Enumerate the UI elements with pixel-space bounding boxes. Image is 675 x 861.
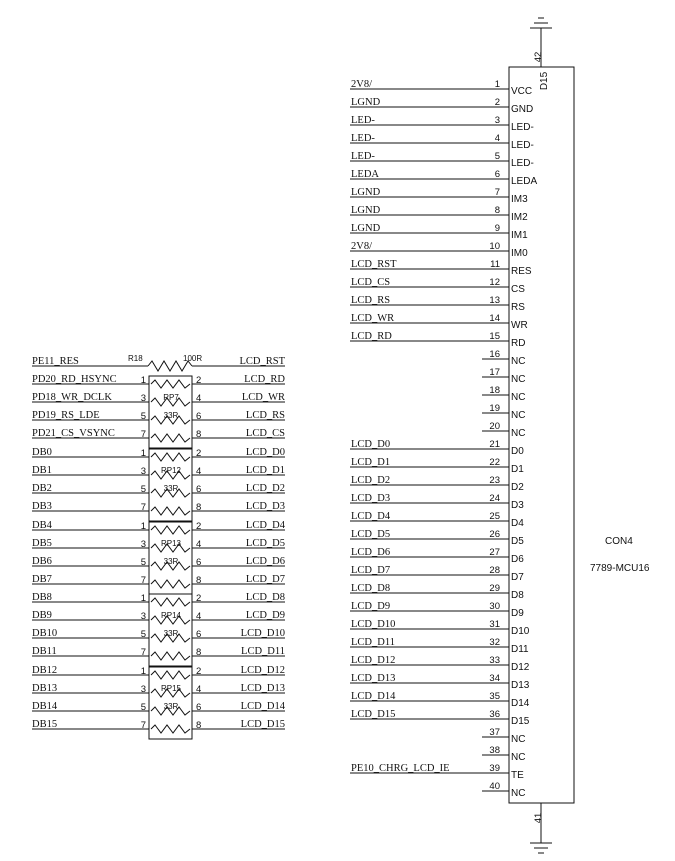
pin-number: 17 — [489, 367, 500, 378]
pin-number: 6 — [494, 169, 500, 180]
left-net: DB9 — [32, 610, 52, 621]
right-pin-number: 4 — [196, 684, 202, 695]
net-label: LCD_D6 — [351, 547, 391, 558]
connector-pin — [350, 547, 524, 565]
pin-name: LEDA — [511, 176, 538, 187]
pack-ref: RP12 — [160, 466, 182, 475]
pin-name: D8 — [511, 590, 524, 601]
left-net: DB12 — [32, 665, 58, 676]
left-pin-number: 1 — [140, 375, 146, 386]
left-pin-number: 7 — [140, 575, 146, 586]
right-pin-number: 6 — [196, 484, 202, 495]
right-pin-number: 8 — [196, 720, 202, 731]
net-label: LCD_D12 — [351, 655, 396, 666]
right-pin-number: 2 — [196, 375, 202, 386]
net-label: LCD_D14 — [351, 691, 396, 702]
pack-resistor — [151, 598, 190, 606]
net-label: 2V8/ — [351, 241, 372, 252]
net-label: LCD_D11 — [351, 637, 395, 648]
connector-pin — [350, 457, 524, 475]
pack-row — [32, 701, 286, 715]
pack-row — [32, 646, 285, 660]
pin-name: NC — [511, 752, 526, 763]
pin-name: D10 — [511, 626, 530, 637]
pin-name: D5 — [511, 536, 524, 547]
pin-number: 2 — [494, 97, 500, 108]
pin-number: 22 — [489, 457, 500, 468]
left-pin-number: 5 — [140, 484, 146, 495]
connector-pin — [350, 529, 524, 547]
pack-resistor — [151, 671, 190, 679]
right-pin-number: 8 — [196, 575, 202, 586]
pin-number: 38 — [489, 745, 500, 756]
connector-pin — [482, 367, 525, 385]
connector-part: 7789-MCU16 — [590, 563, 650, 574]
net-label: LGND — [351, 205, 381, 216]
resistor-pack — [32, 592, 285, 666]
left-net: PD21_CS_VSYNC — [32, 428, 115, 439]
pack-row — [32, 683, 285, 697]
pin-name: D11 — [511, 644, 529, 655]
pin-name: D15 — [511, 716, 530, 727]
pin-name: CS — [511, 284, 525, 295]
right-pin-number: 2 — [196, 666, 202, 677]
connector-pin — [350, 763, 524, 781]
net-label: LGND — [351, 223, 381, 234]
resistor-r18 — [32, 354, 286, 371]
connector-pin — [482, 745, 525, 763]
left-pin-number: 3 — [140, 684, 146, 695]
left-net: DB7 — [32, 574, 52, 585]
right-net: LCD_RS — [245, 410, 285, 421]
pin-number: 27 — [489, 547, 500, 558]
connector-pin — [350, 475, 524, 493]
right-net: LCD_D2 — [245, 483, 285, 494]
left-pin-number: 7 — [140, 502, 146, 513]
pack-value: 33R — [163, 557, 179, 566]
net-label: LCD_D1 — [351, 457, 391, 468]
pin-name: IM0 — [511, 248, 528, 259]
right-pin-number: 4 — [196, 539, 202, 550]
net-label: LCD_RS — [351, 295, 391, 306]
left-net: DB1 — [32, 465, 52, 476]
right-net: LCD_D9 — [245, 610, 285, 621]
pin-number: 7 — [494, 187, 500, 198]
right-net: LCD_CS — [245, 428, 285, 439]
resistor-pack — [32, 374, 285, 448]
pin-number: 3 — [494, 115, 500, 126]
right-pin-number: 6 — [196, 629, 202, 640]
left-net: DB6 — [32, 556, 52, 567]
pack-ref: RP15 — [160, 684, 182, 693]
left-net: DB11 — [32, 646, 57, 657]
pin-number: 32 — [489, 637, 500, 648]
pin-name: D4 — [511, 518, 524, 529]
right-pin-number: 6 — [196, 557, 202, 568]
left-net: DB5 — [32, 538, 52, 549]
pack-resistor — [151, 580, 190, 588]
pin-number: 15 — [489, 331, 500, 342]
pack-resistor — [151, 434, 190, 442]
left-pin-number: 1 — [140, 448, 146, 459]
net-label: LCD_WR — [351, 313, 395, 324]
net-label: LCD_CS — [351, 277, 391, 288]
left-net: DB2 — [32, 483, 52, 494]
left-pin-number: 7 — [140, 720, 146, 731]
pack-value: 33R — [163, 702, 179, 711]
right-net: LCD_RD — [244, 374, 285, 385]
net-label: LCD_D8 — [351, 583, 391, 594]
right-net: LCD_WR — [241, 392, 285, 403]
pin-name: NC — [511, 392, 526, 403]
left-net: DB10 — [32, 628, 58, 639]
net-label: LED- — [351, 115, 375, 126]
right-pin-number: 8 — [196, 502, 202, 513]
pack-resistor — [151, 725, 190, 733]
connector-pin — [350, 187, 528, 205]
pin-name: GND — [511, 104, 534, 115]
pack-row — [32, 483, 285, 497]
connector-pin — [350, 133, 534, 151]
connector-pin — [350, 97, 533, 115]
left-net: DB3 — [32, 501, 52, 512]
pack-row — [32, 392, 285, 406]
net-label: LGND — [351, 187, 381, 198]
left-net: DB14 — [32, 701, 58, 712]
pin-name: D9 — [511, 608, 524, 619]
connector-pin — [482, 385, 525, 403]
connector-pin — [350, 313, 528, 331]
pack-row — [32, 628, 285, 642]
connector-pin — [350, 637, 529, 655]
right-net: LCD_D13 — [240, 683, 285, 694]
pin-name: VCC — [511, 86, 533, 97]
left-net: DB13 — [32, 683, 58, 694]
net-label: LCD_D0 — [351, 439, 391, 450]
connector-pin — [350, 295, 525, 313]
left-pin-number: 5 — [140, 702, 146, 713]
connector-pin — [482, 781, 525, 799]
pin-name: LED- — [511, 158, 534, 169]
net-label: LCD_D15 — [351, 709, 396, 720]
left-pin-number: 7 — [140, 429, 146, 440]
pin-number: 1 — [494, 79, 500, 90]
pin-name: D6 — [511, 554, 524, 565]
connector-ref: CON4 — [605, 536, 633, 547]
right-pin-number: 2 — [196, 521, 202, 532]
pin-name: IM2 — [511, 212, 528, 223]
left-pin-number: 5 — [140, 411, 146, 422]
connector-pin — [350, 619, 530, 637]
right-pin-number: 6 — [196, 411, 202, 422]
left-net: PD18_WR_DCLK — [32, 392, 112, 403]
connector-pin — [350, 259, 532, 277]
net-label: PE10_CHRG_LCD_IE — [351, 763, 450, 774]
pin-number: 20 — [489, 421, 500, 432]
pack-row — [32, 465, 285, 479]
left-pin-number: 3 — [140, 466, 146, 477]
left-pin-number: 3 — [140, 393, 146, 404]
pin-number: 4 — [494, 133, 500, 144]
left-pin-number: 1 — [140, 521, 146, 532]
net-label: LED- — [351, 151, 375, 162]
pin-number: 23 — [489, 475, 500, 486]
pin-name: D12 — [511, 662, 530, 673]
left-net: DB4 — [32, 520, 52, 531]
pack-resistor — [151, 526, 190, 534]
pin-name: WR — [511, 320, 528, 331]
right-pin-number: 6 — [196, 702, 202, 713]
connector-con4 — [350, 18, 650, 853]
right-net: LCD_D3 — [245, 501, 285, 512]
right-net: LCD_D10 — [240, 628, 285, 639]
pin-number: 12 — [489, 277, 500, 288]
pin-number: 26 — [489, 529, 500, 540]
pack-row — [32, 719, 285, 733]
right-pin-number: 8 — [196, 647, 202, 658]
net-label: 2V8/ — [351, 79, 372, 90]
net-label: LCD_D4 — [351, 511, 391, 522]
left-pin-number: 5 — [140, 629, 146, 640]
connector-pin — [350, 673, 530, 691]
pin-number: 29 — [489, 583, 500, 594]
connector-pin — [350, 79, 532, 97]
pack-resistor — [151, 652, 190, 660]
connector-pin — [350, 601, 524, 619]
connector-pin — [350, 493, 524, 511]
right-net: LCD_D1 — [245, 465, 285, 476]
r18-right-net: LCD_RST — [239, 356, 285, 367]
right-pin-number: 8 — [196, 429, 202, 440]
left-net: PD20_RD_HSYNC — [32, 374, 117, 385]
net-label: LCD_D5 — [351, 529, 391, 540]
pack-row — [32, 538, 285, 552]
connector-pin — [350, 277, 525, 295]
pin-number: 39 — [489, 763, 500, 774]
connector-pin — [482, 403, 525, 421]
pin-number: 30 — [489, 601, 500, 612]
right-net: LCD_D5 — [245, 538, 285, 549]
right-net: LCD_D15 — [240, 719, 285, 730]
left-pin-number: 1 — [140, 666, 146, 677]
pack-row — [32, 501, 285, 515]
pin-number: 36 — [489, 709, 500, 720]
pack-row — [32, 410, 285, 424]
pin-number: 14 — [489, 313, 500, 324]
pin-number: 11 — [490, 259, 500, 270]
left-net: PD19_RS_LDE — [32, 410, 100, 421]
resistor-pack — [32, 447, 285, 521]
pin-number: 19 — [489, 403, 500, 414]
pin-number: 10 — [489, 241, 500, 252]
right-net: LCD_D4 — [245, 520, 285, 531]
connector-pin — [350, 565, 524, 583]
r18-ref: R18 — [128, 354, 143, 363]
resistor-pack — [32, 520, 286, 594]
pin-number: 13 — [489, 295, 500, 306]
pin-name: D3 — [511, 500, 524, 511]
pin-name: D13 — [511, 680, 530, 691]
right-pin-number: 4 — [196, 611, 202, 622]
pin-number: 21 — [489, 439, 500, 450]
connector-pin — [350, 331, 525, 349]
top-pin-label: D15 — [539, 71, 550, 91]
pin-name: D0 — [511, 446, 524, 457]
pin-name: RD — [511, 338, 526, 349]
pin-number: 25 — [489, 511, 500, 522]
connector-pin — [350, 205, 528, 223]
pin-name: NC — [511, 788, 526, 799]
net-label: LCD_RST — [351, 259, 397, 270]
pack-row — [32, 556, 285, 570]
net-label: LCD_D13 — [351, 673, 396, 684]
pin-name: IM3 — [511, 194, 528, 205]
pin-name: D2 — [511, 482, 524, 493]
pin-number: 31 — [489, 619, 500, 630]
right-net: LCD_D0 — [245, 447, 285, 458]
pin-number: 16 — [489, 349, 500, 360]
pack-ref: RP13 — [160, 539, 182, 548]
connector-pin — [350, 151, 534, 169]
net-label: LGND — [351, 97, 381, 108]
net-label: LCD_D10 — [351, 619, 396, 630]
left-net: DB15 — [32, 719, 58, 730]
right-net: LCD_D7 — [245, 574, 285, 585]
net-label: LCD_D9 — [351, 601, 391, 612]
pin-name: LED- — [511, 140, 534, 151]
left-pin-number: 1 — [140, 593, 146, 604]
pin-number: 5 — [494, 151, 500, 162]
pin-name: D1 — [511, 464, 524, 475]
pin-name: NC — [511, 374, 526, 385]
pin-number: 8 — [494, 205, 500, 216]
right-pin-number: 4 — [196, 393, 202, 404]
pack-ref: RP14 — [160, 611, 182, 620]
net-label: LED- — [351, 133, 375, 144]
resistor-packs — [32, 374, 286, 739]
connector-pin — [482, 421, 525, 439]
connector-pin — [350, 115, 534, 133]
pin-number: 33 — [489, 655, 500, 666]
pin-name: TE — [511, 770, 524, 781]
pin-number: 28 — [489, 565, 500, 576]
pin-name: LED- — [511, 122, 534, 133]
pin-number: 24 — [489, 493, 500, 504]
bottom-pin-number: 41 — [533, 812, 544, 824]
pin-number: 34 — [489, 673, 500, 684]
connector-pin — [482, 349, 525, 367]
right-net: LCD_D6 — [245, 556, 285, 567]
right-pin-number: 4 — [196, 466, 202, 477]
right-net: LCD_D12 — [240, 665, 285, 676]
resistor-pack — [32, 665, 286, 739]
right-net: LCD_D11 — [241, 646, 285, 657]
pin-name: IM1 — [511, 230, 528, 241]
pin-name: NC — [511, 428, 526, 439]
connector-pin — [350, 511, 524, 529]
top-pin-number: 42 — [533, 51, 544, 63]
left-pin-number: 3 — [140, 539, 146, 550]
left-net: DB0 — [32, 447, 52, 458]
connector-pin — [350, 223, 528, 241]
pack-resistor — [151, 380, 190, 388]
pin-name: NC — [511, 734, 526, 745]
pack-row — [32, 428, 285, 442]
left-pin-number: 7 — [140, 647, 146, 658]
pin-name: NC — [511, 410, 526, 421]
right-net: LCD_D8 — [245, 592, 285, 603]
pack-resistor — [151, 507, 190, 515]
pin-name: RES — [511, 266, 532, 277]
pack-row — [32, 574, 285, 588]
pin-name: D7 — [511, 572, 524, 583]
r18-value: 100R — [183, 354, 203, 363]
connector-pin — [350, 655, 530, 673]
pin-number: 40 — [489, 781, 500, 792]
pack-row — [32, 610, 285, 624]
left-net: DB8 — [32, 592, 52, 603]
pack-resistor — [151, 453, 190, 461]
pin-number: 9 — [494, 223, 500, 234]
right-pin-number: 2 — [196, 593, 202, 604]
connector-pin — [350, 709, 530, 727]
left-pin-number: 3 — [140, 611, 146, 622]
connector-pin — [350, 583, 524, 601]
pin-number: 37 — [489, 727, 500, 738]
connector-pin — [350, 439, 524, 457]
net-label: LCD_D3 — [351, 493, 391, 504]
right-pin-number: 2 — [196, 448, 202, 459]
net-label: LCD_D2 — [351, 475, 391, 486]
left-pin-number: 5 — [140, 557, 146, 568]
pin-name: NC — [511, 356, 526, 367]
net-label: LCD_RD — [351, 331, 392, 342]
pin-name: RS — [511, 302, 525, 313]
r18-left-net: PE11_RES — [32, 356, 79, 367]
pack-value: 33R — [163, 629, 179, 638]
pin-number: 35 — [489, 691, 500, 702]
connector-pin — [350, 241, 528, 259]
net-label: LEDA — [351, 169, 379, 180]
right-net: LCD_D14 — [240, 701, 285, 712]
pack-value: 33R — [163, 484, 179, 493]
pin-number: 18 — [489, 385, 500, 396]
connector-pin — [482, 727, 525, 745]
pin-name: D14 — [511, 698, 530, 709]
connector-pin — [350, 691, 530, 709]
pack-value: 33R — [163, 411, 179, 420]
pack-ref: RP7 — [163, 393, 179, 402]
net-label: LCD_D7 — [351, 565, 391, 576]
